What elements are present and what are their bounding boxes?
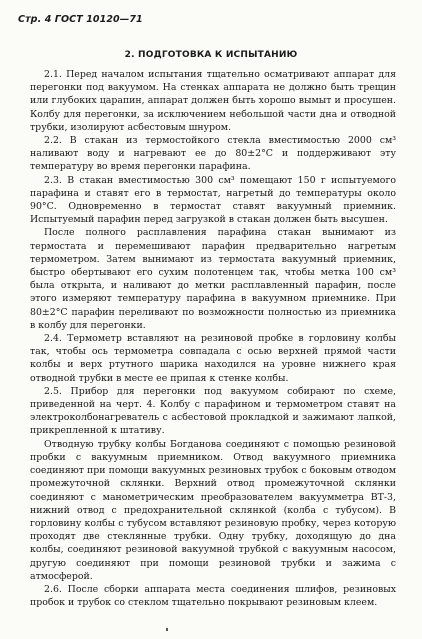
section-heading: 2. ПОДГОТОВКА К ИСПЫТАНИЮ — [124, 50, 298, 60]
scan-speck — [166, 628, 168, 631]
paragraph-2-4: 2.4. Термометр вставляют на резиновой пробке в горловину колбы так, чтобы ось термометра совпадала с осью верхней прямой части колбы и верх ртутного шарика находился на уровне нижнего края отводной трубки в месте ее припая к стенке колбы. — [30, 333, 396, 384]
paragraph-2-1: 2.1. Перед началом испытания тщательно осматривают аппарат для перегонки под вакуумом. На стенках аппарата не должно быть трещин или глубоких царапин, аппарат должен быть хорошо вымыт и просушен. Колбу для перегонки, за исключением небольшой части дна и отводной трубки, изолируют асбестовым шнуром. — [30, 69, 396, 133]
paragraph-2-3-cont: После полного расплавления парафина стакан вынимают из термостата и перемешивают парафин предварительно нагретым термометром. Затем вынимают из термостата вакуумный приемник, быстро обертывают его сухим полотенцем так, чтобы метка 100 см³ была открыта, и наливают до метки расплавленный парафин, после этого измеряют температуру парафина в вакуумном приемнике. При 80±2°С парафин переливают по возможности полностью из приемника в колбу для перегонки. — [30, 227, 396, 331]
paragraph-2-2: 2.2. В стакан из термостойкого стекла вместимостью 2000 см³ наливают воду и нагревают ее до 80±2°С и поддерживают эту температуру во время перегонки парафина. — [30, 135, 396, 173]
paragraph-2-3: 2.3. В стакан вместимостью 300 см³ помещают 150 г испытуемого парафина и ставят его в термостат, нагретый до температуры около 90°С. Одновременно в термостат ставят вакуумный приемник. Испытуемый парафин перед загрузкой в стакан должен быть высушен. — [30, 174, 396, 226]
paragraph-2-5: 2.5. Прибор для перегонки под вакуумом собирают по схеме, приведенной на черт. 4. Колбу с парафином и термометром ставят на электроколбонагреватель с асбестовой прокладкой и зажимают лапкой, прикрепленной к штативу. — [30, 385, 396, 437]
section-body — [30, 68, 396, 609]
paragraph-2-6: 2.6. После сборки аппарата места соединения шлифов, резиновых пробок и трубок со стеклом тщательно покрывают резиновым клеем. — [30, 583, 396, 609]
page-header: Стр. 4 ГОСТ 10120—71 — [18, 14, 143, 25]
paragraph-2-5-cont: Отводную трубку колбы Богданова соединяют с помощью резиновой пробки с вакуумным приемником. Отвод вакуумного приемника соединяют при помощи вакуумных резиновых трубок с боковым отводом промежуточной склянки. Верхний отвод промежуточной склянки соединяют с манометрическим преобразователем вакуумметра ВТ-3, нижний отвод с предохранительной склянкой (колба с тубусом). В горловину колбы с тубусом вставляют резиновую пробку, через которую проходят две стеклянные трубки. Одну трубку, доходящую до дна колбы, соединяют резиновой вакуумной трубкой с вакуумным насосом, другую соединяют при помощи резиновой трубки и зажима с атмосферой. — [30, 438, 396, 582]
